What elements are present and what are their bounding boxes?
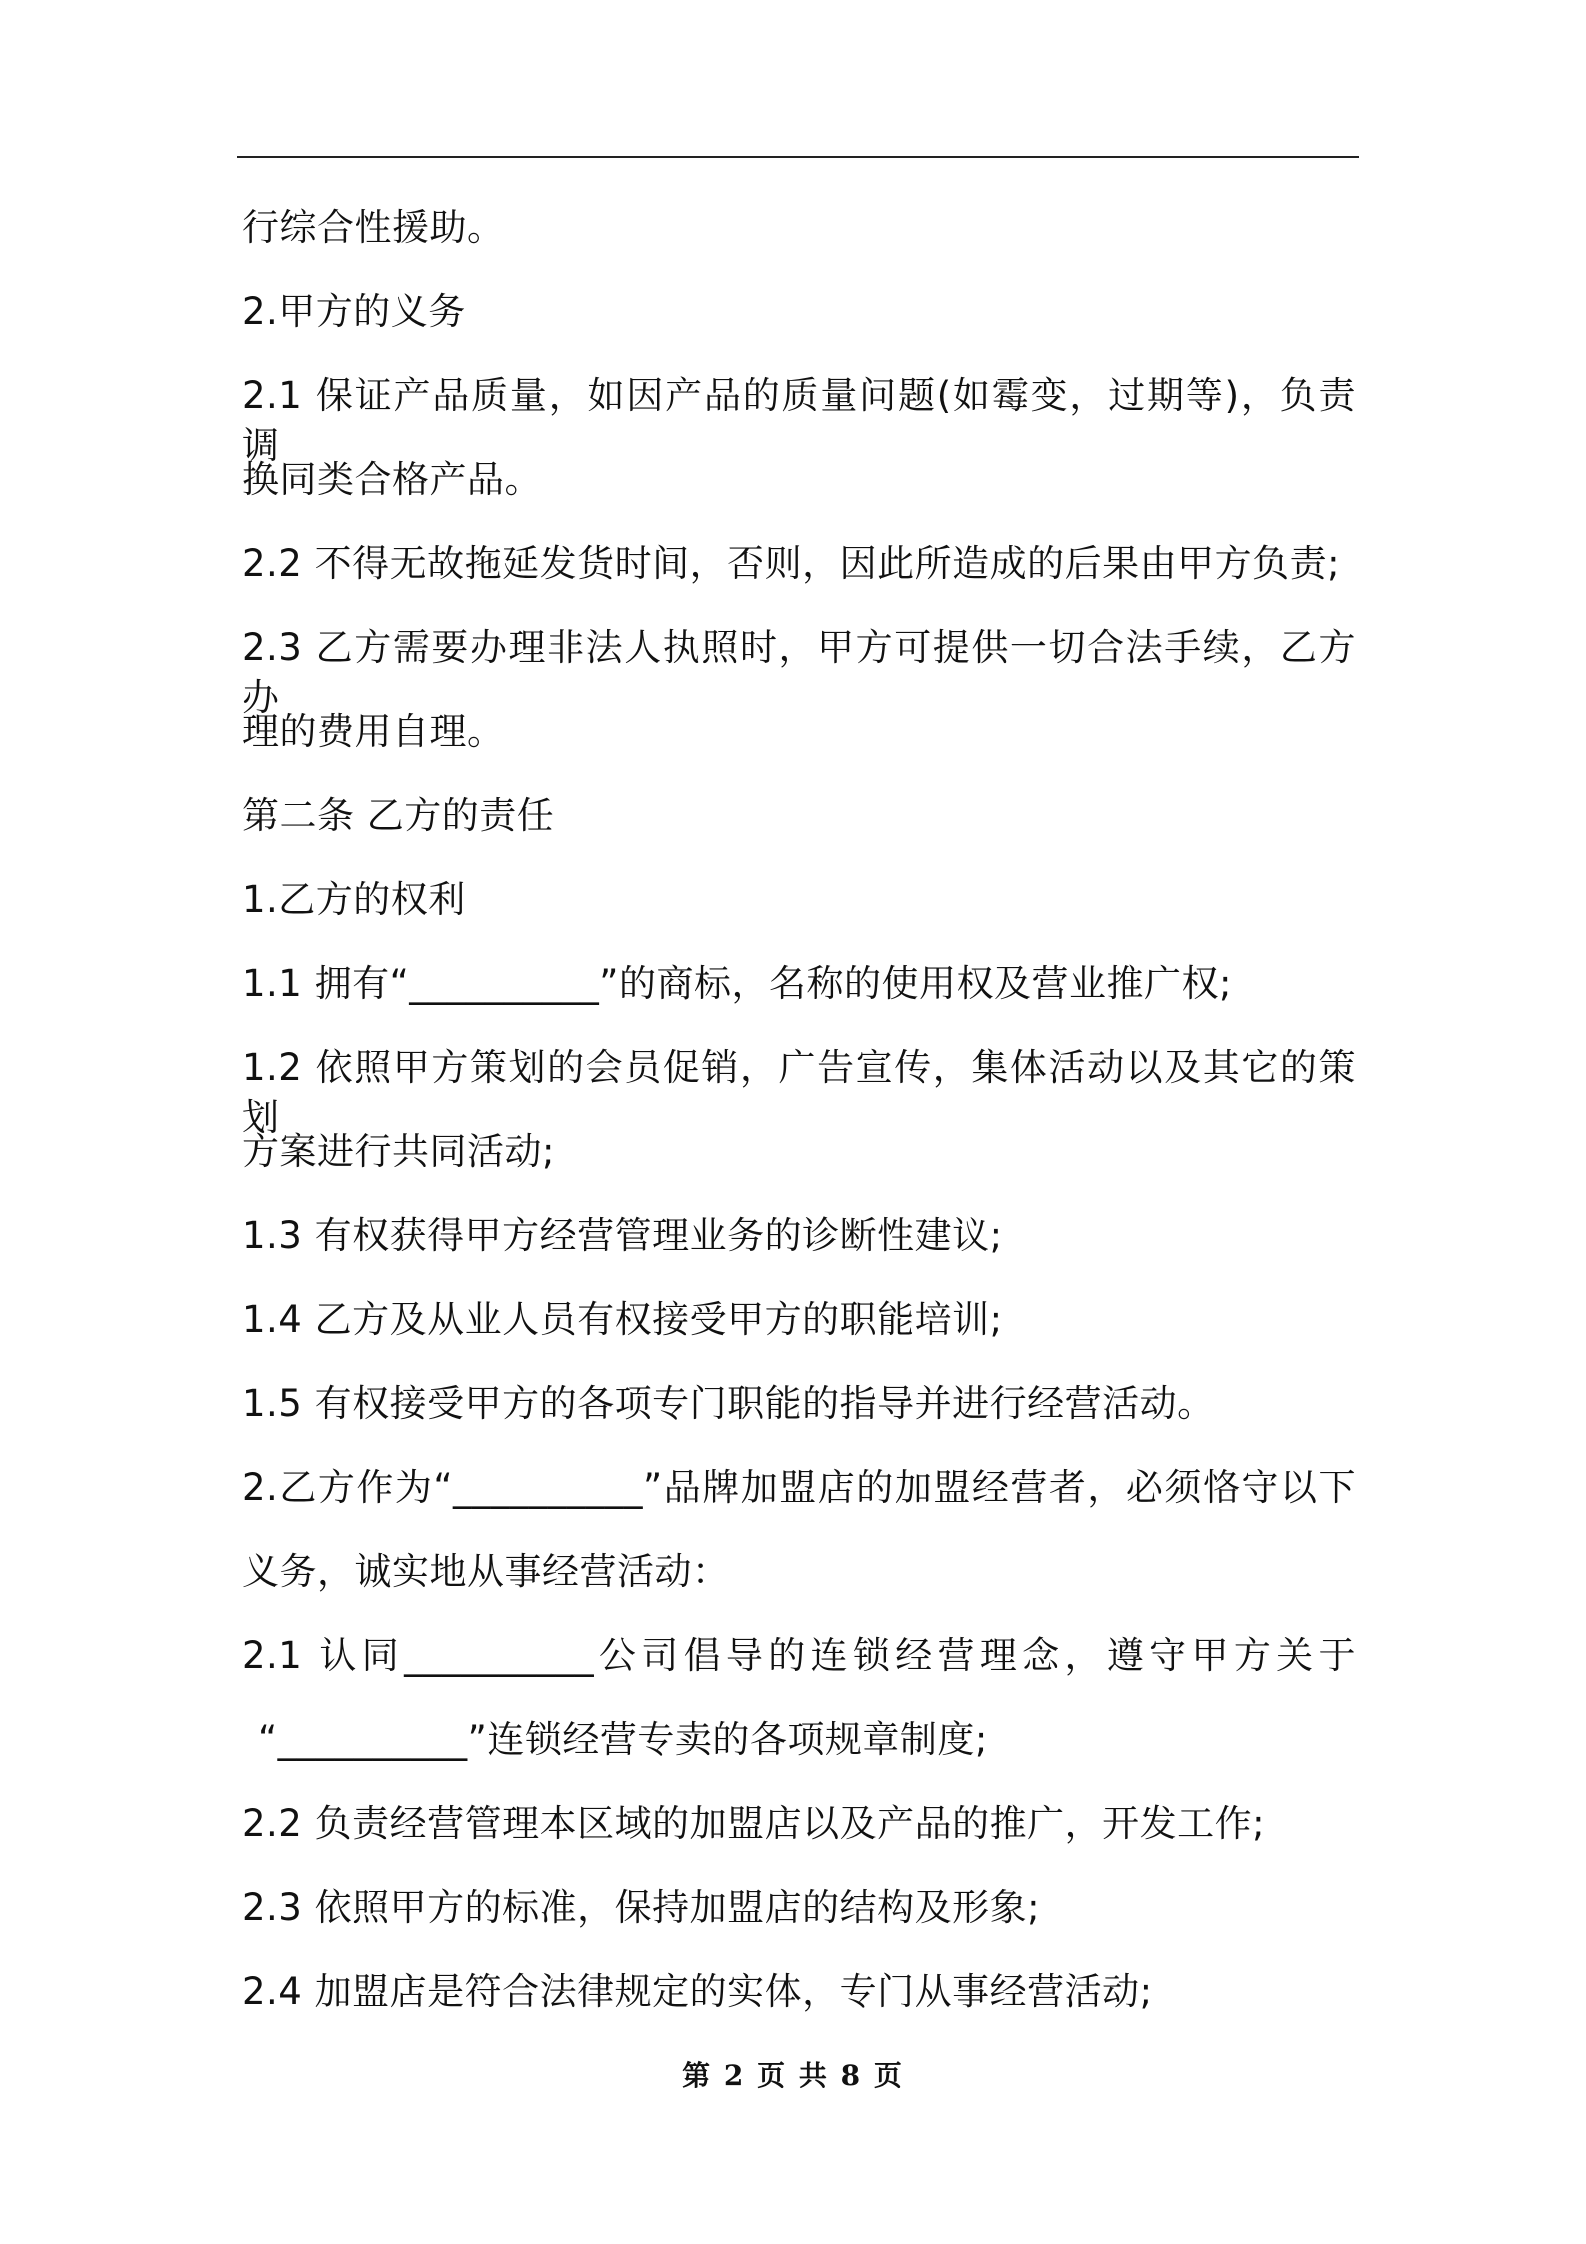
article-heading: 第二条 乙方的责任 (242, 794, 555, 837)
clause-line: 理的费用自理。 (242, 710, 505, 753)
clause-line: 1.5 有权接受甲方的各项专门职能的指导并进行经营活动。 (242, 1382, 1215, 1425)
clause-line: “__________”连锁经营专卖的各项规章制度; (258, 1718, 988, 1761)
text-line: 义务，诚实地从事经营活动： (242, 1550, 730, 1593)
clause-line: 1.2 依照甲方策划的会员促销，广告宣传，集体活动以及其它的策划 (242, 1046, 1356, 1139)
section-heading: 2.乙方作为“__________”品牌加盟店的加盟经营者，必须恪守以下 (242, 1466, 1356, 1509)
clause-line: 2.1 保证产品质量，如因产品的质量问题(如霉变，过期等)，负责调 (242, 374, 1356, 467)
clause-line: 2.2 负责经营管理本区域的加盟店以及产品的推广，开发工作; (242, 1802, 1266, 1845)
clause-line: 1.4 乙方及从业人员有权接受甲方的职能培训; (242, 1298, 1003, 1341)
text-line: 行综合性援助。 (242, 206, 505, 249)
section-heading: 1.乙方的权利 (242, 878, 466, 921)
clause-line: 2.1 认同__________公司倡导的连锁经营理念，遵守甲方关于 (242, 1634, 1356, 1677)
clause-line: 1.3 有权获得甲方经营管理业务的诊断性建议; (242, 1214, 1003, 1257)
clause-line: 方案进行共同活动; (242, 1130, 555, 1173)
clause-line: 1.1 拥有“__________”的商标，名称的使用权及营业推广权; (242, 962, 1232, 1005)
header-rule (237, 156, 1359, 158)
section-heading: 2.甲方的义务 (242, 290, 466, 333)
clause-line: 2.4 加盟店是符合法律规定的实体，专门从事经营活动; (242, 1970, 1153, 2013)
clause-line: 2.2 不得无故拖延发货时间，否则，因此所造成的后果由甲方负责; (242, 542, 1341, 585)
clause-line: 2.3 乙方需要办理非法人执照时，甲方可提供一切合法手续，乙方办 (242, 626, 1356, 719)
clause-line: 2.3 依照甲方的标准，保持加盟店的结构及形象; (242, 1886, 1041, 1929)
page-number: 第 2 页 共 8 页 (682, 2059, 904, 2092)
clause-line: 换同类合格产品。 (242, 458, 542, 501)
